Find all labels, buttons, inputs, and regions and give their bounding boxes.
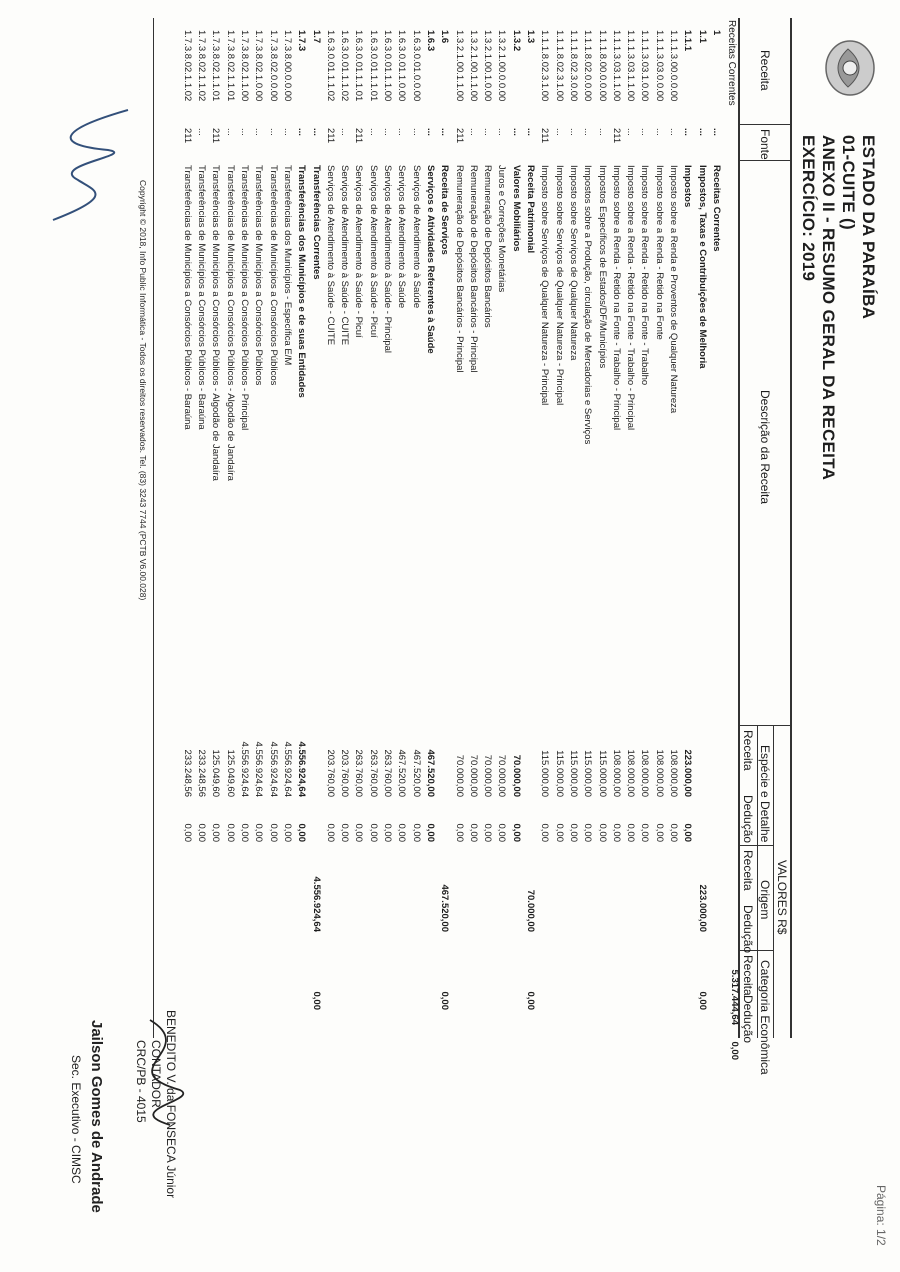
table-row [681, 0, 694, 1040]
annex-title: ANEXO II - RESUMO GERAL DA RECEITA [819, 135, 838, 481]
row-origem-receita: 223.000,00 [696, 884, 708, 932]
table-row [667, 0, 680, 1040]
row-code: 1.7.3.8.02.1.1.02 [181, 30, 193, 102]
row-code: 1.6.3.0.01.1.1.01 [367, 30, 379, 102]
row-fonte: ... [310, 128, 322, 136]
row-description: Serviços e Atividades Referentes à Saúde [425, 165, 436, 354]
table-row [467, 0, 480, 1040]
row-description: Transferências de Municípios a Consórcios Públicos [267, 165, 279, 386]
row-code: 1.1.1.8.02.3.1.00 [553, 30, 565, 102]
row-origem-deducao: 0,00 [439, 991, 451, 1010]
table-row [281, 0, 294, 1040]
table-row [581, 0, 594, 1040]
row-especie-deducao: 0,00 [324, 823, 336, 842]
row-code: 1.6.3.0.01.1.1.01 [353, 30, 365, 102]
table-row [567, 0, 580, 1040]
row-description: Transferências dos Municípios - Específica E/M [282, 165, 293, 366]
row-fonte: ... [568, 128, 579, 136]
row-fonte: ... [639, 128, 651, 136]
row-code: 1.7.3.8.02.1.1.02 [196, 30, 208, 102]
row-description: Transferências de Municípios a Consórcios Públicos - Baraúna [196, 165, 208, 430]
table-row [538, 0, 551, 1040]
row-especie-receita: 115.000,00 [582, 750, 594, 797]
row-fonte: ... [296, 128, 308, 136]
row-code: 1.1.1.8.02.3.1.00 [539, 30, 551, 102]
table-row [438, 0, 451, 1040]
row-especie-receita: 108.000,00 [610, 749, 622, 797]
row-description: Serviços de Atendimento à Saúde - Picuí [367, 165, 379, 338]
row-fonte: ... [282, 128, 293, 136]
header-ori-deducao: Dedução [741, 905, 755, 954]
section-label: Receitas Correntes [726, 20, 737, 106]
row-especie-deducao: 0,00 [639, 823, 651, 842]
row-fonte: ... [553, 128, 565, 136]
row-fonte: ... [224, 128, 236, 136]
state-title: ESTADO DA PARAÍBA [859, 135, 878, 320]
row-origem-receita: 4.556.924,64 [310, 876, 322, 932]
year-title: EXERCÍCIO: 2019 [799, 135, 818, 282]
table-row [195, 0, 208, 1040]
row-especie-deducao: 0,00 [568, 823, 579, 842]
row-especie-deducao: 0,00 [467, 823, 479, 842]
header-cat-receita: Receita [741, 955, 755, 996]
row-description: Receitas Correntes [711, 165, 722, 252]
row-fonte: ... [367, 128, 379, 136]
row-especie-deducao: 0,00 [682, 823, 694, 842]
table-row [310, 0, 323, 1040]
row-especie-receita: 4.556.924,64 [296, 741, 308, 797]
row-description: Impostos [682, 165, 694, 208]
table-row [510, 0, 523, 1040]
row-especie-deducao: 0,00 [196, 823, 208, 842]
contador-crc: CRC/PB - 4015 [134, 1040, 148, 1123]
row-especie-receita: 125.049,60 [224, 749, 236, 797]
row-code: 1.7.3.8.02.1.1.01 [224, 30, 236, 102]
table-row [381, 0, 394, 1040]
category-receita: 5.317.444,64 [729, 969, 740, 1025]
row-especie-deducao: 0,00 [282, 823, 293, 842]
row-especie-deducao: 0,00 [510, 823, 522, 842]
row-fonte: 211 [610, 128, 622, 144]
row-fonte: ... [711, 128, 722, 136]
row-description: Imposto sobre Serviços de Qualquer Natureza - Principal [539, 165, 551, 406]
row-especie-receita: 4.556.924,64 [253, 741, 265, 797]
table-row [338, 0, 351, 1040]
row-code: 1.3 [525, 30, 537, 44]
table-row [481, 0, 494, 1040]
row-code: 1.6.3.0.01.1.1.02 [324, 30, 336, 102]
table-row [210, 0, 223, 1040]
table-row [267, 0, 280, 1040]
table-row [353, 0, 366, 1040]
table-row [181, 0, 194, 1040]
row-especie-deducao: 0,00 [410, 823, 422, 842]
row-code: 1.1.1.8.02.3.0.00 [568, 30, 579, 102]
category-total-row [728, 0, 741, 1060]
row-code: 1.6 [439, 30, 451, 44]
row-especie-receita: 233.248,56 [181, 749, 193, 797]
row-especie-receita: 203.760,00 [339, 749, 351, 797]
row-especie-receita: 108.000,00 [668, 749, 680, 797]
row-especie-receita: 223.000,00 [682, 749, 694, 797]
row-code: 1.1.1.3.03.1.1.00 [610, 30, 622, 102]
row-especie-receita: 108.000,00 [653, 749, 665, 797]
row-description: Serviços de Atendimento à Saúde - CUITE [324, 165, 336, 346]
header-esp-receita: Receita [741, 730, 755, 771]
revenue-table [163, 0, 740, 1060]
header-especie: Espécie e Detalhe [758, 745, 772, 843]
row-origem-receita: 70.000,00 [525, 889, 537, 932]
values-subrule [773, 725, 774, 1038]
row-description: Imposto sobre Serviços de Qualquer Natureza [568, 165, 579, 361]
row-especie-deducao: 0,00 [367, 823, 379, 842]
col-divider [739, 124, 792, 125]
row-especie-receita: 4.556.924,64 [282, 741, 293, 797]
row-description: Serviços de Atendimento à Saúde [396, 165, 408, 309]
row-origem-receita: 467.520,00 [439, 884, 451, 932]
row-description: Remuneração de Depósitos Bancários - Principal [467, 165, 479, 373]
table-row [710, 0, 723, 1040]
row-especie-deducao: 0,00 [396, 823, 408, 842]
row-description: Imposto sobre a Renda - Retido na Fonte - Trabalho [639, 165, 651, 386]
row-especie-receita: 4.556.924,64 [239, 741, 251, 797]
row-description: Valores Mobiliários [510, 165, 522, 252]
row-fonte: 211 [539, 128, 551, 144]
contador-role: CONTADOR [149, 1040, 163, 1108]
row-code: 1.6.3 [425, 30, 436, 52]
row-fonte: ... [410, 128, 422, 136]
row-fonte: 211 [210, 128, 222, 144]
category-deducao: 0,00 [729, 1041, 740, 1060]
row-description: Imposto sobre a Renda - Retido na Fonte - Trabalho - Principal [610, 165, 622, 431]
row-description: Receita Patrimonial [525, 165, 537, 254]
header-esp-deducao: Dedução [741, 795, 755, 844]
row-code: 1.7.3.8.02.1.0.00 [253, 30, 265, 102]
row-especie-deducao: 0,00 [668, 823, 680, 842]
header-ori-receita: Receita [741, 850, 755, 891]
row-especie-receita: 70.000,00 [467, 754, 479, 797]
row-description: Imposto sobre Serviços de Qualquer Natureza - Principal [553, 165, 565, 406]
header-valores: VALORES R$ [775, 860, 789, 935]
row-especie-receita: 467.520,00 [410, 749, 422, 797]
header-fonte: Fonte [758, 129, 772, 160]
row-fonte: ... [525, 128, 537, 136]
table-row [524, 0, 537, 1040]
row-fonte: ... [682, 128, 694, 136]
table-row [395, 0, 408, 1040]
row-especie-deducao: 0,00 [482, 823, 494, 842]
table-row [324, 0, 337, 1040]
row-code: 1.3.2.1.00.1.1.00 [467, 30, 479, 102]
row-description: Imposto sobre a Renda - Retido na Fonte - Trabalho - Principal [625, 165, 637, 431]
row-especie-deducao: 0,00 [224, 823, 236, 842]
row-fonte: ... [396, 128, 408, 136]
row-description: Juros e Correções Monetárias [496, 165, 508, 293]
header-categoria: Categoria Econômica [758, 960, 772, 1075]
table-row [410, 0, 423, 1040]
header-receita: Receita [758, 50, 772, 91]
row-fonte: ... [239, 128, 251, 136]
row-fonte: ... [467, 128, 479, 136]
page-number: Página: 1/2 [874, 1185, 888, 1246]
row-especie-receita: 233.248,56 [196, 749, 208, 797]
row-code: 1.7.3 [296, 30, 308, 52]
row-description: Serviços de Atendimento à Saúde - Principal [382, 165, 394, 353]
table-row [295, 0, 308, 1040]
row-especie-deducao: 0,00 [181, 823, 193, 842]
col-divider [739, 725, 792, 726]
header-top-rule [791, 18, 793, 1038]
col-divider [739, 160, 792, 161]
row-especie-receita: 115.000,00 [568, 750, 579, 797]
footer-rule [153, 18, 154, 1038]
row-description: Transferências de Municípios a Consórcios Públicos [253, 165, 265, 386]
row-description: Imposto sobre a Renda e Proventos de Qualquer Natureza [668, 165, 680, 414]
row-code: 1.1.1.3.03.1.1.00 [625, 30, 637, 102]
table-row [496, 0, 509, 1040]
row-code: 1.3.2.1.00.1.1.00 [453, 30, 465, 102]
table-row [653, 0, 666, 1040]
row-fonte: 211 [181, 128, 193, 144]
row-especie-receita: 108.000,00 [639, 749, 651, 797]
table-row [224, 0, 237, 1040]
row-description: Transferências de Municípios a Consórcios Públicos - Algodão de Jandaíra [224, 165, 236, 481]
row-fonte: ... [439, 128, 451, 136]
row-code: 1.6.3.0.01.1.1.02 [339, 30, 351, 102]
secretary-role: Sec. Executivo - CIMSC [69, 1055, 83, 1184]
row-code: 1.7.3.8.02.1.1.01 [210, 30, 222, 102]
table-row [367, 0, 380, 1040]
row-fonte: ... [653, 128, 665, 136]
row-description: Transferências de Municípios a Consórcios Públicos - Principal [239, 165, 251, 431]
row-code: 1.7.3.8.00.0.0.00 [282, 30, 293, 102]
row-description: Transferências Correntes [310, 165, 322, 280]
row-code: 1.7.3.8.02.0.0.00 [267, 30, 279, 102]
row-especie-deducao: 0,00 [353, 823, 365, 842]
row-especie-receita: 115.000,00 [596, 750, 608, 797]
row-description: Remuneração de Depósitos Bancários - Principal [453, 165, 465, 373]
row-especie-deducao: 0,00 [210, 823, 222, 842]
row-origem-deducao: 0,00 [310, 991, 322, 1010]
row-code: 1.6.3.0.01.1.0.00 [396, 30, 408, 102]
table-row [252, 0, 265, 1040]
state-crest-icon [822, 37, 878, 99]
row-especie-deducao: 0,00 [496, 823, 508, 842]
row-fonte: ... [596, 128, 608, 136]
row-origem-deducao: 0,00 [525, 991, 537, 1010]
handwritten-signature-icon [38, 100, 148, 240]
row-description: Serviços de Atendimento à Saúde - CUITE [339, 165, 351, 346]
row-code: 1.3.2.1.00.1.0.00 [482, 30, 494, 102]
col-divider [739, 845, 774, 846]
row-especie-receita: 125.049,60 [210, 749, 222, 797]
row-especie-receita: 115.000,00 [553, 750, 565, 797]
row-especie-receita: 108.000,00 [625, 749, 637, 797]
row-especie-deducao: 0,00 [453, 823, 465, 842]
row-especie-receita: 4.556.924,64 [267, 741, 279, 797]
row-fonte: ... [253, 128, 265, 136]
row-description: Impostos, Taxas e Contribuições de Melhoria [696, 165, 708, 369]
row-fonte: ... [582, 128, 594, 136]
row-especie-receita: 263.760,00 [382, 749, 394, 797]
table-row [624, 0, 637, 1040]
entity-title: 01-CUITE () [839, 135, 858, 230]
row-description: Imposto sobre a Renda - Retido na Fonte [653, 165, 665, 340]
row-especie-receita: 70.000,00 [482, 754, 494, 797]
table-row [453, 0, 466, 1040]
table-row [696, 0, 709, 1040]
row-code: 1.6.3.0.01.0.0.00 [410, 30, 422, 102]
row-especie-deducao: 0,00 [382, 823, 394, 842]
table-row [553, 0, 566, 1040]
row-especie-receita: 70.000,00 [496, 754, 508, 797]
row-fonte: ... [696, 128, 708, 136]
table-row [610, 0, 623, 1040]
row-fonte: 211 [453, 128, 465, 144]
row-fonte: 211 [324, 128, 336, 144]
row-code: 1.3.2.1.00.0.0.00 [496, 30, 508, 102]
header-cat-deducao: Dedução [741, 995, 755, 1044]
row-code: 1.1.1 [682, 30, 694, 52]
row-especie-receita: 263.760,00 [353, 749, 365, 797]
header-origem: Origem [758, 880, 772, 920]
row-especie-receita: 70.000,00 [453, 754, 465, 797]
row-especie-deducao: 0,00 [539, 823, 551, 842]
row-especie-receita: 203.760,00 [324, 749, 336, 797]
row-especie-receita: 467.520,00 [425, 749, 436, 797]
row-especie-receita: 70.000,00 [510, 754, 522, 797]
row-code: 1.1.1.8.02.0.0.00 [582, 30, 594, 102]
row-description: Transferências de Municípios a Consórcios Públicos - Baraúna [181, 165, 193, 430]
row-description: Transferências de Municípios a Consórcios Públicos - Algodão de Jandaíra [210, 165, 222, 481]
row-code: 1.7 [310, 30, 322, 44]
row-fonte: ... [482, 128, 494, 136]
row-code: 1.7.3.8.02.1.1.00 [239, 30, 251, 102]
row-especie-deducao: 0,00 [267, 823, 279, 842]
row-code: 1.3.2 [510, 30, 522, 52]
row-description: Impostos sobre a Produção, circulação de Mercadorias e Serviços [582, 165, 594, 445]
row-fonte: ... [339, 128, 351, 136]
row-fonte: ... [267, 128, 279, 136]
row-code: 1.1.1.3.03.0.0.00 [653, 30, 665, 102]
row-especie-receita: 467.520,00 [396, 749, 408, 797]
row-especie-receita: 263.760,00 [367, 749, 379, 797]
row-description: Receita de Serviços [439, 165, 451, 255]
row-especie-deducao: 0,00 [582, 823, 594, 842]
table-row [596, 0, 609, 1040]
table-row [639, 0, 652, 1040]
row-fonte: 211 [353, 128, 365, 144]
table-row [238, 0, 251, 1040]
row-description: Serviços de Atendimento à Saúde - Picuí [353, 165, 365, 338]
row-especie-deducao: 0,00 [610, 823, 622, 842]
row-especie-deducao: 0,00 [425, 823, 436, 842]
secretary-name: Jailson Gomes de Andrade [88, 1020, 105, 1213]
row-description: Serviços de Atendimento à Saúde [410, 165, 422, 309]
row-code: 1.1.1.8.00.0.0.00 [596, 30, 608, 102]
row-code: 1 [711, 30, 722, 36]
copyright-footer: Copyright © 2018, Info Public Informática - Todos os direitos reservados. Tel. (83) 3243 7744 (PCTB V6.00.028) [138, 180, 148, 601]
row-especie-deducao: 0,00 [653, 823, 665, 842]
row-description: Remuneração de Depósitos Bancários [482, 165, 494, 328]
row-fonte: ... [496, 128, 508, 136]
row-especie-deducao: 0,00 [596, 823, 608, 842]
row-fonte: ... [425, 128, 436, 136]
row-description: Transferências dos Municípios e de suas Entidades [296, 165, 308, 398]
row-fonte: ... [382, 128, 394, 136]
row-especie-deducao: 0,00 [239, 823, 251, 842]
row-especie-deducao: 0,00 [339, 823, 351, 842]
row-fonte: ... [625, 128, 637, 136]
row-code: 1.1.1.3.00.0.0.00 [668, 30, 680, 102]
row-fonte: ... [668, 128, 680, 136]
row-code: 1.6.3.0.01.1.1.00 [382, 30, 394, 102]
row-especie-deducao: 0,00 [296, 823, 308, 842]
row-especie-deducao: 0,00 [553, 823, 565, 842]
row-fonte: ... [196, 128, 208, 136]
contador-name: BENEDITO V. da FONSECA Júnior [164, 1010, 178, 1199]
row-especie-receita: 115.000,00 [539, 750, 551, 797]
row-especie-deducao: 0,00 [625, 823, 637, 842]
row-code: 1.1.1.3.03.1.0.00 [639, 30, 651, 102]
row-fonte: ... [510, 128, 522, 136]
table-row [424, 0, 437, 1040]
row-description: Impostos Específicos de Estados/DF/Municípios [596, 165, 608, 369]
header-descricao: Descrição da Receita [758, 390, 772, 505]
row-code: 1.1 [696, 30, 708, 44]
row-especie-deducao: 0,00 [253, 823, 265, 842]
row-origem-deducao: 0,00 [696, 991, 708, 1010]
